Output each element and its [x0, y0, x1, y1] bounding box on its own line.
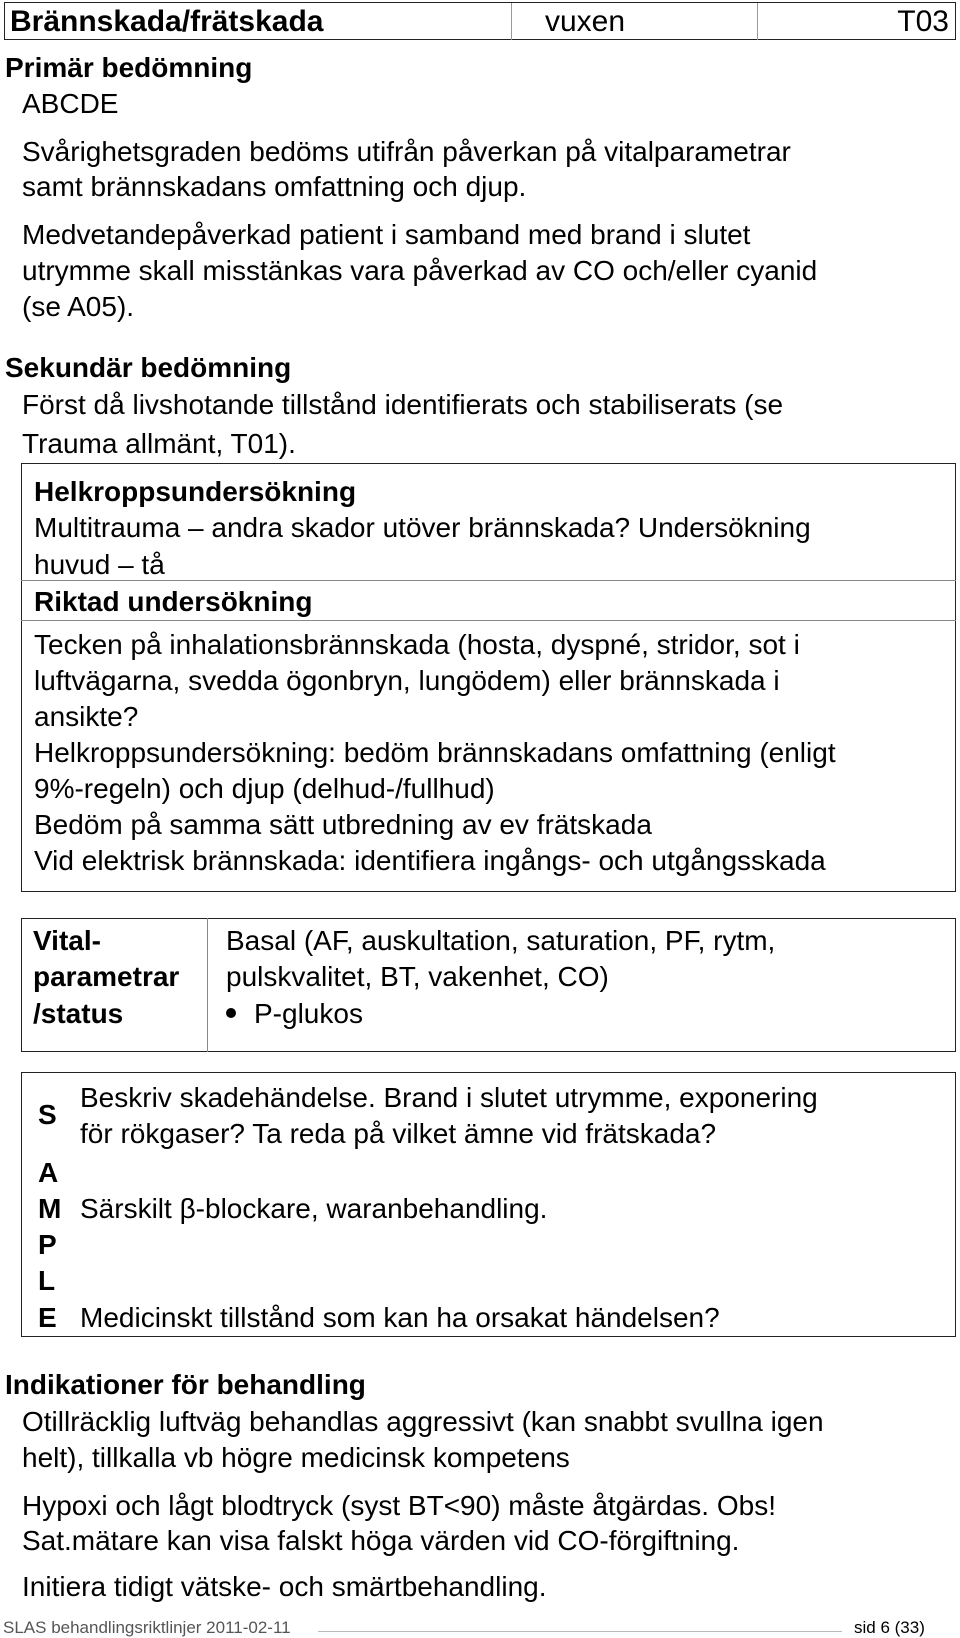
sample-s-line: för rökgaser? Ta reda på vilket ämne vid frätskada?	[80, 1118, 717, 1149]
full-body-exam-line: Multitrauma – andra skador utöver brännskada? Undersökning	[34, 512, 811, 543]
indications-heading: Indikationer för behandling	[5, 1369, 366, 1400]
vitals-divider	[207, 918, 208, 1052]
full-body-exam-line: huvud – tå	[34, 549, 165, 580]
secondary-line: Trauma allmänt, T01).	[22, 428, 296, 459]
sample-letter-m: M	[38, 1193, 62, 1224]
targeted-exam-line: Helkroppsundersökning: bedöm brännskadans omfattning (enligt	[34, 737, 836, 768]
footer-rule	[318, 1631, 842, 1632]
indications-line: Sat.mätare kan visa falskt höga värden vid CO-förgiftning.	[22, 1525, 740, 1556]
sample-letter-e: E	[38, 1302, 57, 1333]
document-header	[4, 2, 956, 40]
indications-line: Otillräcklig luftväg behandlas aggressivt (kan snabbt svullna igen	[22, 1406, 824, 1437]
primary-line: utrymme skall misstänkas vara påverkad av CO och/eller cyanid	[22, 255, 818, 286]
vitals-bullet-text: P-glukos	[254, 998, 363, 1029]
header-divider	[757, 3, 758, 40]
primary-heading: Primär bedömning	[5, 52, 253, 83]
indications-line: helt), tillkalla vb högre medicinsk kompetens	[22, 1442, 570, 1473]
indications-line: Hypoxi och lågt blodtryck (syst BT<90) måste åtgärdas. Obs!	[22, 1490, 776, 1521]
targeted-exam-line: Tecken på inhalationsbrännskada (hosta, dyspné, stridor, sot i	[34, 629, 800, 660]
sample-letter-p: P	[38, 1229, 57, 1260]
section-divider	[21, 580, 956, 581]
bullet-icon	[226, 1008, 236, 1018]
sample-letter-a: A	[38, 1157, 59, 1188]
targeted-exam-line: Vid elektrisk brännskada: identifiera ingångs- och utgångsskada	[34, 845, 826, 876]
vitals-bullet-item	[216, 998, 363, 1030]
secondary-line: Först då livshotande tillstånd identifierats och stabiliserats (se	[22, 389, 784, 420]
header-divider	[511, 3, 512, 40]
sample-letter-l: L	[38, 1265, 56, 1296]
vitals-label: parametrar	[33, 961, 180, 992]
sample-letter-s: S	[38, 1099, 57, 1130]
indications-line: Initiera tidigt vätske- och smärtbehandling.	[22, 1571, 547, 1602]
primary-line: Svårighetsgraden bedöms utifrån påverkan på vitalparametrar	[22, 136, 791, 167]
sample-m-line: Särskilt β-blockare, waranbehandling.	[80, 1193, 548, 1224]
secondary-heading: Sekundär bedömning	[5, 352, 292, 383]
footer-page-number: sid 6 (33)	[854, 1618, 925, 1637]
vitals-label: /status	[33, 998, 124, 1029]
section-divider	[21, 620, 956, 621]
footer-source: SLAS behandlingsriktlinjer 2011-02-11	[3, 1618, 291, 1637]
primary-line: Medvetandepåverkad patient i samband med brand i slutet	[22, 219, 751, 250]
primary-line: (se A05).	[22, 291, 135, 322]
vitals-line: pulskvalitet, BT, vakenhet, CO)	[226, 961, 609, 992]
sample-e-line: Medicinskt tillstånd som kan ha orsakat händelsen?	[80, 1302, 720, 1333]
targeted-exam-line: 9%-regeln) och djup (delhud-/fullhud)	[34, 773, 495, 804]
primary-line: samt brännskadans omfattning och djup.	[22, 171, 527, 202]
targeted-exam-heading: Riktad undersökning	[34, 586, 313, 617]
targeted-exam-line: luftvägarna, svedda ögonbryn, lungödem) eller brännskada i	[34, 665, 780, 696]
targeted-exam-line: ansikte?	[34, 701, 139, 732]
targeted-exam-line: Bedöm på samma sätt utbredning av ev frätskada	[34, 809, 652, 840]
header-title: Brännskada/frätskada	[10, 5, 324, 38]
full-body-exam-heading: Helkroppsundersökning	[34, 476, 357, 507]
primary-line: ABCDE	[22, 88, 119, 119]
vitals-line: Basal (AF, auskultation, saturation, PF, rytm,	[226, 925, 776, 956]
header-code: T03	[897, 5, 949, 38]
vitals-label: Vital-	[33, 925, 101, 956]
header-age-group: vuxen	[545, 5, 626, 38]
sample-s-line: Beskriv skadehändelse. Brand i slutet utrymme, exponering	[80, 1082, 818, 1113]
